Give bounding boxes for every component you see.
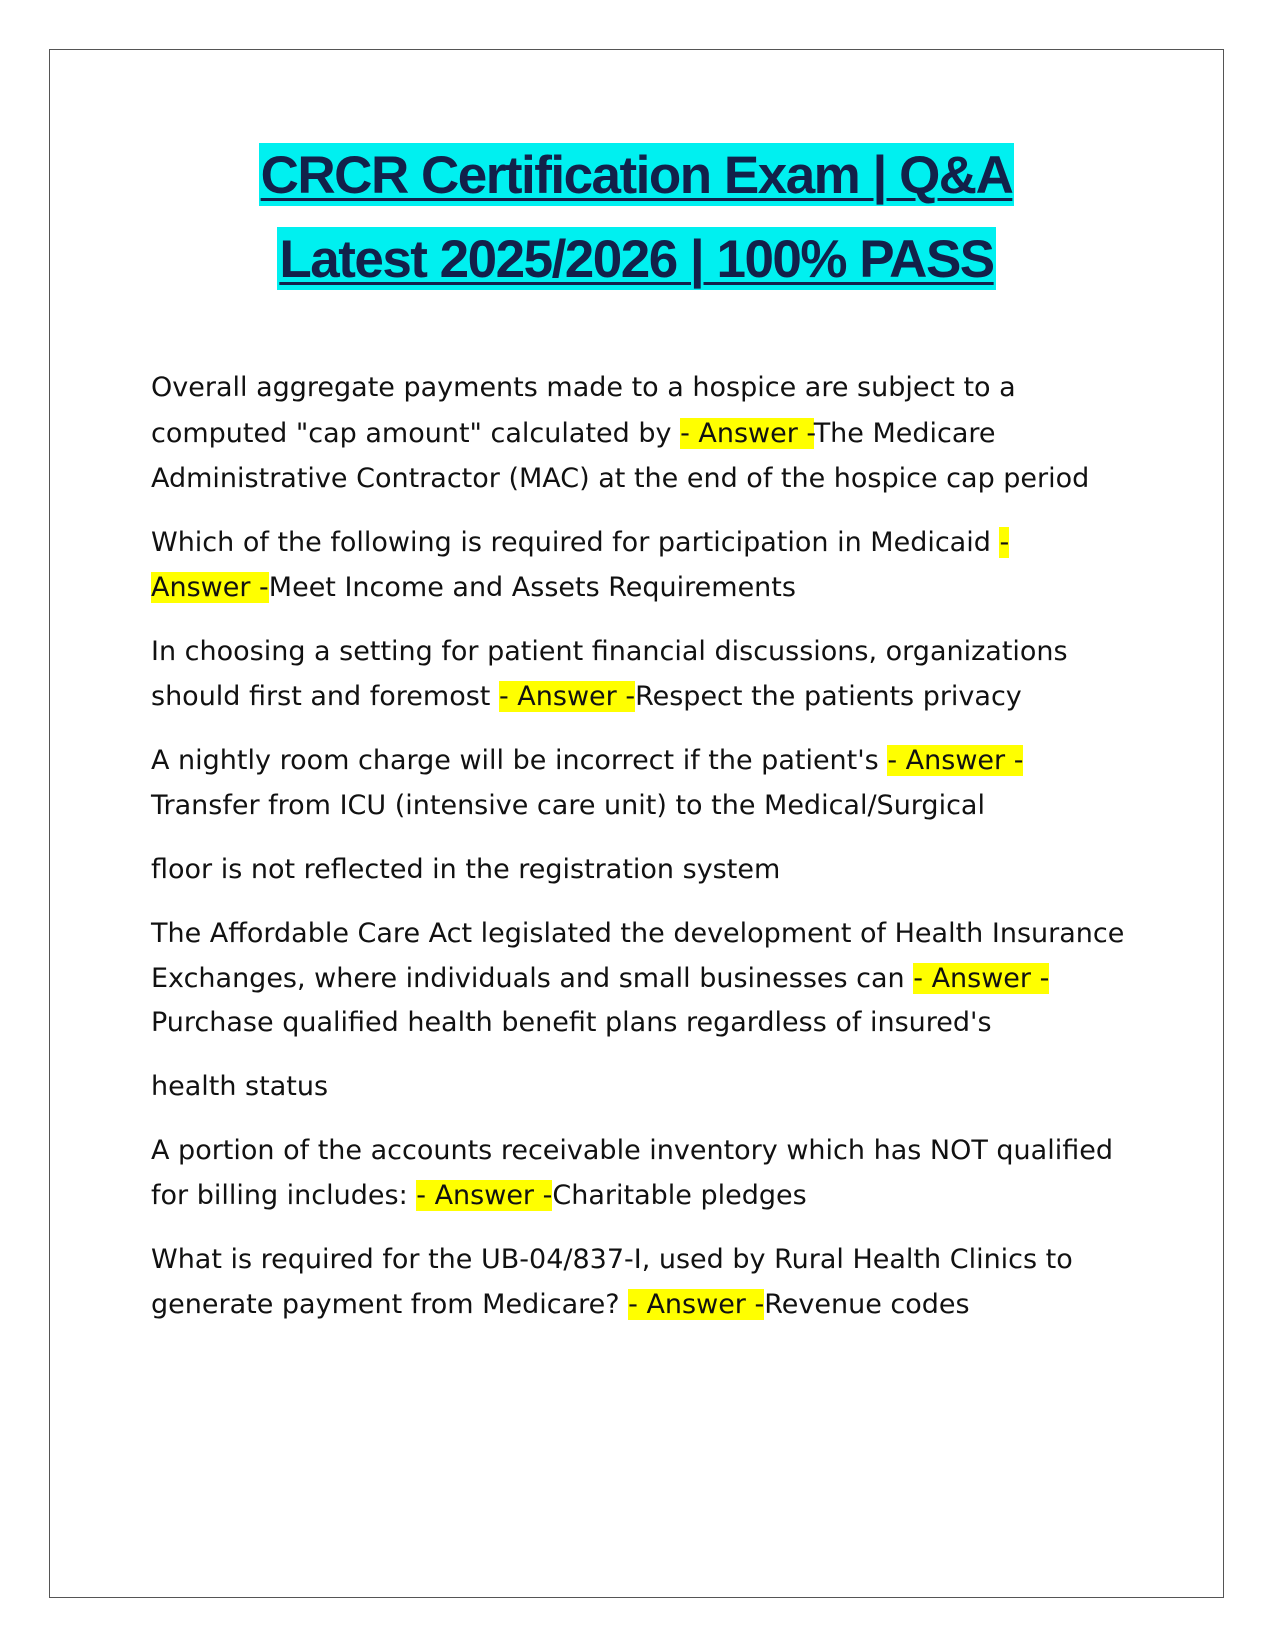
answer-text: The Medicare <box>813 418 996 449</box>
qa-7-line-1 <box>151 1236 1131 1283</box>
answer-text: Administrative Contractor (MAC) at the end of the hospice cap period <box>151 463 1090 494</box>
qa-3-line-2 <box>151 673 1131 720</box>
question-text: generate payment from Medicare? <box>151 1289 629 1320</box>
document-title <box>49 143 1224 311</box>
question-text: What is required for the UB-04/837-I, used by Rural Health Clinics to <box>151 1244 1073 1275</box>
qa-7-line-2 <box>151 1281 1131 1328</box>
question-text: A portion of the accounts receivable inventory which has NOT qualified <box>151 1135 1113 1166</box>
qa-6-line-2 <box>151 1172 1131 1219</box>
answer-marker: - Answer - <box>887 745 1024 776</box>
answer-text: floor is not reflected in the registration system <box>151 854 781 885</box>
qa-2-line-2 <box>151 564 1131 611</box>
answer-marker: - Answer - <box>628 1289 765 1320</box>
qa-4-line-2 <box>151 782 1131 829</box>
answer-marker: - Answer - <box>416 1180 553 1211</box>
answer-text: Transfer from ICU (intensive care unit) to the Medical/Surgical <box>151 790 985 821</box>
answer-text: Revenue codes <box>764 1289 970 1320</box>
title-line-2: Latest 2025/2026 | 100% PASS <box>277 227 995 290</box>
question-text: A nightly room charge will be incorrect if the patient's <box>151 745 888 776</box>
answer-text: Meet Income and Assets Requirements <box>268 572 796 603</box>
qa-5-line-2 <box>151 955 1131 1002</box>
qa-1-line-3 <box>151 455 1131 502</box>
qa-3-line-1 <box>151 628 1131 675</box>
qa-1-line-2 <box>151 410 1131 457</box>
qa-1-line-1 <box>151 364 1131 411</box>
answer-marker: - Answer - <box>913 963 1050 994</box>
question-text: Which of the following is required for participation in Medicaid <box>151 527 1000 558</box>
question-text: should first and foremost <box>151 681 499 712</box>
question-text: In choosing a setting for patient financial discussions, organizations <box>151 636 1068 667</box>
qa-4-line-3 <box>151 846 1131 893</box>
qa-4-line-1 <box>151 737 1131 784</box>
qa-6-line-1 <box>151 1127 1131 1174</box>
answer-marker: - Answer - <box>498 681 636 712</box>
answer-marker: - Answer - <box>680 418 814 449</box>
answer-text: Respect the patients privacy <box>635 681 1022 712</box>
qa-5-line-4 <box>151 1063 1131 1110</box>
answer-text: Charitable pledges <box>552 1180 807 1211</box>
question-text: Overall aggregate payments made to a hospice are subject to a <box>151 372 1016 403</box>
question-text: The Affordable Care Act legislated the development of Health Insurance <box>151 918 1125 949</box>
qa-2-line-1 <box>151 519 1131 566</box>
answer-text: Purchase qualified health benefit plans regardless of insured's <box>151 1007 992 1038</box>
title-line-1: CRCR Certification Exam | Q&A <box>259 143 1015 206</box>
question-text: computed "cap amount" calculated by <box>151 418 681 449</box>
answer-text: health status <box>151 1071 329 1102</box>
answer-marker: - <box>999 527 1010 558</box>
question-text: Exchanges, where individuals and small businesses can <box>151 963 914 994</box>
answer-marker: Answer - <box>151 572 269 603</box>
qa-5-line-3 <box>151 999 1131 1046</box>
question-text: for billing includes: <box>151 1180 417 1211</box>
qa-5-line-1 <box>151 910 1131 957</box>
